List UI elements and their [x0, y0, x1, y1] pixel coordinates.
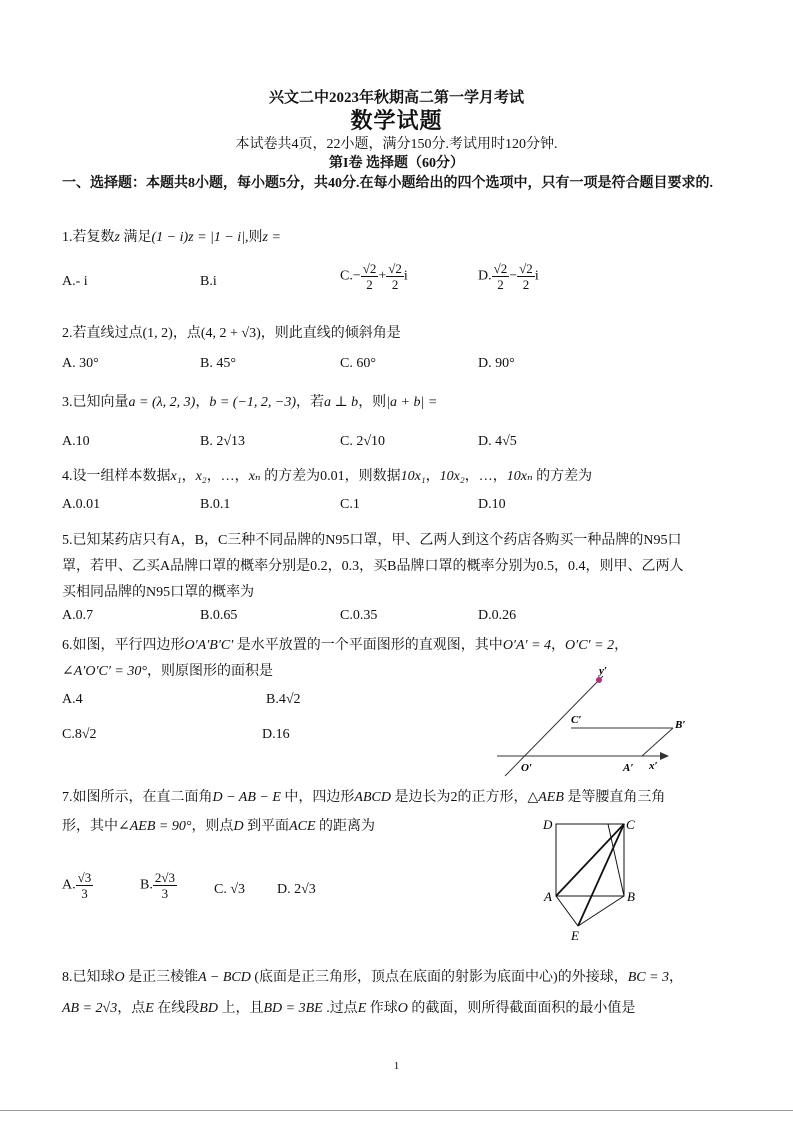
- question-4-option-b: B.0.1: [200, 497, 231, 512]
- school-exam-line: 兴文二中2023年秋期高二第一学月考试: [268, 90, 524, 106]
- part-heading: 第I卷 选择题（60分）: [329, 156, 464, 171]
- question-7-option-a: A. $\frac{√3}{3}$: [62, 870, 92, 901]
- question-2-option-c: C. 60°: [340, 356, 376, 371]
- question-2-option-a: A. 30°: [62, 356, 99, 371]
- label-e: E: [571, 928, 579, 942]
- label-x-prime: x′: [649, 760, 658, 772]
- question-6-figure: [485, 662, 695, 782]
- question-7-stem-line-2: 形，其中∠AEB = 90°，则点D 到平面ACE 的距离为: [62, 819, 376, 834]
- question-7-option-b: B. $\frac{2√3}{3}$: [140, 870, 175, 901]
- question-4-option-d: D.10: [478, 497, 506, 512]
- question-1-option-d: D. $\frac{√2}{2}$ − $\frac{√2}{2}$ i: [478, 261, 539, 292]
- question-6-stem-line-1: 6.如图，平行四边形O′A′B′C′ 是水平放置的一个平面图形的直观图，其中O′A′ = 4，O′C′ = 2，: [62, 638, 629, 653]
- question-2-option-d: D. 90°: [478, 356, 515, 371]
- question-3-option-a: A.10: [62, 434, 90, 449]
- page-title: 数学试题: [350, 108, 443, 133]
- question-6-option-c: C.8√2: [62, 727, 97, 742]
- edge-d-b-line: [608, 824, 624, 896]
- edge-b-a: [642, 728, 673, 756]
- label-d: D: [543, 817, 553, 832]
- question-5-option-c: C.0.35: [340, 608, 378, 623]
- question-5-option-a: A.0.7: [62, 608, 94, 623]
- question-3-option-d: D. 4√5: [478, 434, 517, 449]
- question-4-option-a: A.0.01: [62, 497, 101, 512]
- question-5-option-d: D.0.26: [478, 608, 517, 623]
- edge-ae: [556, 896, 578, 926]
- question-7-option-c: C. √3: [214, 882, 246, 897]
- question-7-option-d: D. 2√3: [277, 882, 316, 897]
- question-3-option-b: B. 2√13: [200, 434, 246, 449]
- question-6-option-a: A.4: [62, 692, 83, 707]
- page-bottom-rule: [0, 1110, 793, 1111]
- y-axis: [505, 676, 603, 776]
- page-number: 1: [393, 1060, 400, 1072]
- question-1-option-b: B.i: [200, 274, 217, 289]
- question-7-figure: [538, 812, 648, 942]
- label-b: B: [627, 889, 635, 904]
- question-7-stem-line-1: 7.如图所示，在直二面角D − AB − E 中，四边形ABCD 是边长为2的正方形，△AEB 是等腰直角三角: [62, 790, 666, 805]
- label-c: C: [626, 817, 635, 832]
- question-4-option-c: C.1: [340, 497, 360, 512]
- exam-info: 本试卷共4页，22小题，满分150分.考试用时120分钟.: [235, 137, 558, 152]
- question-6-option-b: B.4√2: [266, 692, 301, 707]
- x-axis-arrow: [660, 752, 669, 760]
- label-b-prime: B′: [675, 719, 686, 731]
- question-8-stem-line-2: AB = 2√3，点E 在线段BD 上，且BD = 3BE .过点E 作球O 的截面，则所得截面面积的最小值是: [62, 1001, 636, 1016]
- question-1-stem: 1.若复数z 满足(1 − i)z = |1 − i|,则z =: [62, 230, 281, 245]
- question-3-option-c: C. 2√10: [340, 434, 386, 449]
- question-6-option-d: D.16: [262, 727, 290, 742]
- question-5-line-1: 5.已知某药店只有A，B，C三种不同品牌的N95口罩，甲、乙两人到这个药店各购买一种品牌的N95口: [62, 533, 682, 548]
- question-2-option-b: B. 45°: [200, 356, 236, 371]
- question-5-line-3: 买相同品牌的N95口罩的概率为: [62, 585, 255, 600]
- y-axis-arrow: [596, 677, 602, 683]
- section-instructions: 一、选择题：本题共8小题，每小题5分，共40分.在每小题给出的四个选项中，只有一项是符合题目要求的.: [62, 176, 713, 191]
- label-y-prime: y′: [599, 665, 607, 677]
- label-a-prime: A′: [623, 762, 634, 774]
- label-c-prime: C′: [571, 714, 582, 726]
- question-5-option-b: B.0.65: [200, 608, 238, 623]
- question-6-stem-line-2: ∠A′O′C′ = 30°，则原图形的面积是: [62, 664, 273, 679]
- question-1-option-c: C.− $\frac{√2}{2}$ + $\frac{√2}{2}$ i: [340, 261, 408, 292]
- question-4-stem: 4.设一组样本数据x₁，x₂，…，xₙ 的方差为0.01，则数据10x₁，10x₂，…，10xₙ 的方差为: [62, 469, 593, 484]
- label-o-prime: O′: [521, 762, 533, 774]
- question-3-stem: 3.已知向量a = (λ, 2, 3)，b = (−1, 2, −3)，若a ⊥ b，则|a + b| =: [62, 395, 438, 410]
- question-1-option-a: A.- i: [62, 274, 88, 289]
- question-2-stem: 2.若直线过点(1, 2)，点(4, 2 + √3)，则此直线的倾斜角是: [62, 326, 401, 341]
- question-5-line-2: 罩，若甲、乙买A品牌口罩的概率分别是0.2，0.3，买B品牌口罩的概率分别为0.5，0.4，则甲、乙两人: [62, 559, 684, 574]
- label-a: A: [544, 889, 552, 904]
- diagonal-ac: [556, 824, 624, 896]
- question-8-stem-line-1: 8.已知球O 是正三棱锥A − BCD (底面是正三角形，顶点在底面的射影为底面中心)的外接球，BC = 3，: [62, 970, 684, 985]
